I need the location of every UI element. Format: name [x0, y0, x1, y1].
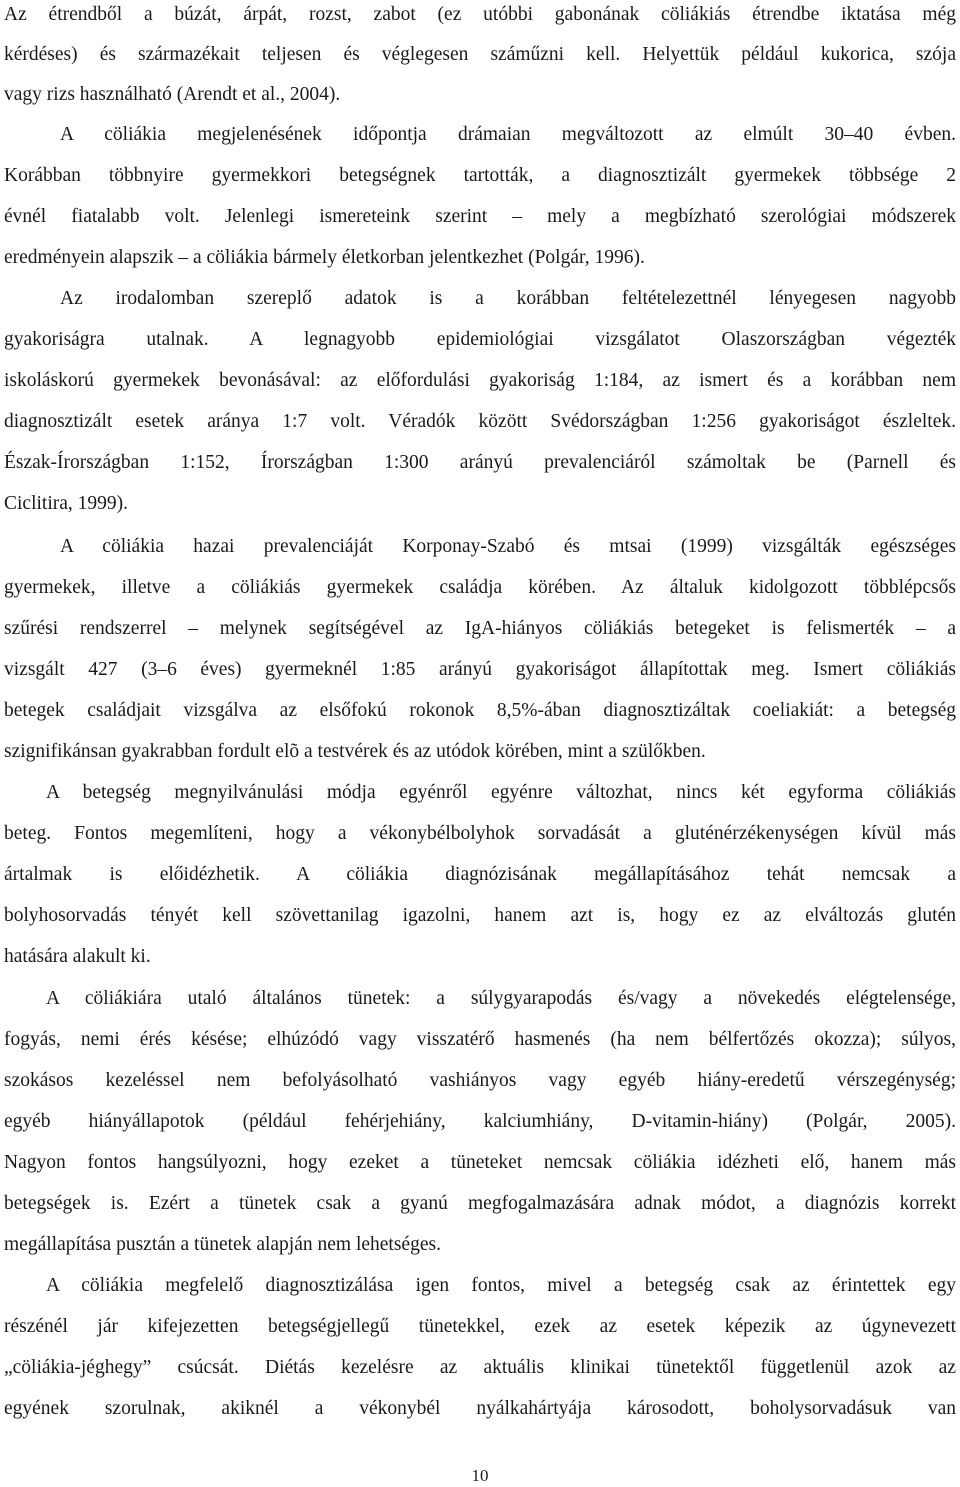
text-line: vagy rizs használható (Arendt et al., 2004). [4, 84, 341, 105]
text-line: egyéb hiányállapotok (például fehérjehiány, kalciumhiány, D-vitamin-hiány) (Polgár, 2005). [4, 1111, 956, 1132]
text-line: A cöliákia megfelelő diagnosztizálása igen fontos, mivel a betegség csak az érintettek egy [46, 1275, 956, 1296]
text-line: bolyhosorvadás tényét kell szövettanilag igazolni, hanem azt is, hogy ez az elváltozás glutén [4, 905, 956, 926]
page-number: 10 [471, 1466, 489, 1485]
text-line: kérdéses) és származékait teljesen és véglegesen száműzni kell. Helyettük például kukorica, szója [4, 44, 956, 65]
text-line: A betegség megnyilvánulási módja egyénről egyénre változhat, nincs két egyforma cöliákiás [46, 782, 956, 803]
text-line: eredményein alapszik – a cöliákia bármely életkorban jelentkezhet (Polgár, 1996). [4, 247, 645, 268]
text-line: betegségek is. Ezért a tünetek csak a gyanú megfogalmazására adnak módot, a diagnózis korrekt [4, 1193, 956, 1214]
text-line: diagnosztizált esetek aránya 1:7 volt. Véradók között Svédországban 1:256 gyakoriságot észleltek. [4, 411, 956, 432]
text-line: évnél fiatalabb volt. Jelenlegi ismereteink szerint – mely a megbízható szerológiai módszerek [4, 206, 956, 227]
text-line: szűrési rendszerrel – melynek segítségével az IgA-hiányos cöliákiás betegeket is felismerték – a [4, 618, 956, 639]
text-line: Észak-Írországban 1:152, Írországban 1:300 arányú prevalenciáról számoltak be (Parnell és [4, 452, 956, 473]
text-line: betegek családjait vizsgálva az elsőfokú rokonok 8,5%-ában diagnosztizáltak coeliakiát: a betegség [4, 700, 956, 721]
text-line: A cöliákiára utaló általános tünetek: a súlygyarapodás és/vagy a növekedés elégtelensége, [46, 988, 956, 1009]
text-line: A cöliákia hazai prevalenciáját Korponay-Szabó és mtsai (1999) vizsgálták egészséges [60, 536, 956, 557]
text-line: Az irodalomban szereplő adatok is a korábban feltételezettnél lényegesen nagyobb [60, 288, 956, 309]
text-line: Az étrendből a búzát, árpát, rozst, zabot (ez utóbbi gabonának cöliákiás étrendbe iktatása még [4, 4, 956, 25]
text-line: Nagyon fontos hangsúlyozni, hogy ezeket a tüneteket nemcsak cöliákia idézheti elő, hanem más [4, 1152, 956, 1173]
text-line: vizsgált 427 (3–6 éves) gyermeknél 1:85 arányú gyakoriságot állapítottak meg. Ismert cöliákiás [4, 659, 956, 680]
text-line: ártalmak is előidézhetik. A cöliákia diagnózisának megállapításához tehát nemcsak a [4, 864, 956, 885]
text-line: A cöliákia megjelenésének időpontja drámaian megváltozott az elmúlt 30–40 évben. [60, 124, 956, 145]
text-line: Ciclitira, 1999). [4, 493, 129, 514]
text-line: iskoláskorú gyermekek bevonásával: az előfordulási gyakoriság 1:184, az ismert és a korábban nem [4, 370, 956, 391]
text-line: egyének szorulnak, akiknél a vékonybél nyálkahártyája károsodott, boholysorvadásuk van [4, 1398, 956, 1419]
text-line: szignifikánsan gyakrabban fordult elõ a testvérek és az utódok körében, mint a szülőkben. [4, 741, 706, 762]
text-line: Korábban többnyire gyermekkori betegségnek tartották, a diagnosztizált gyermekek többsége 2 [4, 165, 956, 186]
text-line: „cöliákia-jéghegy” csúcsát. Diétás kezelésre az aktuális klinikai tünetektől függetlenül azok az [4, 1357, 956, 1378]
text-line: gyermekek, illetve a cöliákiás gyermekek családja körében. Az általuk kidolgozott többlépcsős [4, 577, 956, 598]
text-line: megállapítása pusztán a tünetek alapján nem lehetséges. [4, 1234, 441, 1255]
text-line: szokásos kezeléssel nem befolyásolható vashiányos vagy egyéb hiány-eredetű vérszegénység; [4, 1070, 956, 1091]
text-line: gyakoriságra utalnak. A legnagyobb epidemiológiai vizsgálatot Olaszországban végezték [4, 329, 956, 350]
text-line: fogyás, nemi érés késése; elhúzódó vagy visszatérő hasmenés (ha nem bélfertőzés okozza); súlyos, [4, 1029, 956, 1050]
text-line: beteg. Fontos megemlíteni, hogy a vékonybélbolyhok sorvadását a gluténérzékenységen kívül más [4, 823, 956, 844]
text-line: hatására alakult ki. [4, 946, 151, 967]
text-line: részénél jár kifejezetten betegségjellegű tünetekkel, ezek az esetek képezik az úgynevezett [4, 1316, 956, 1337]
